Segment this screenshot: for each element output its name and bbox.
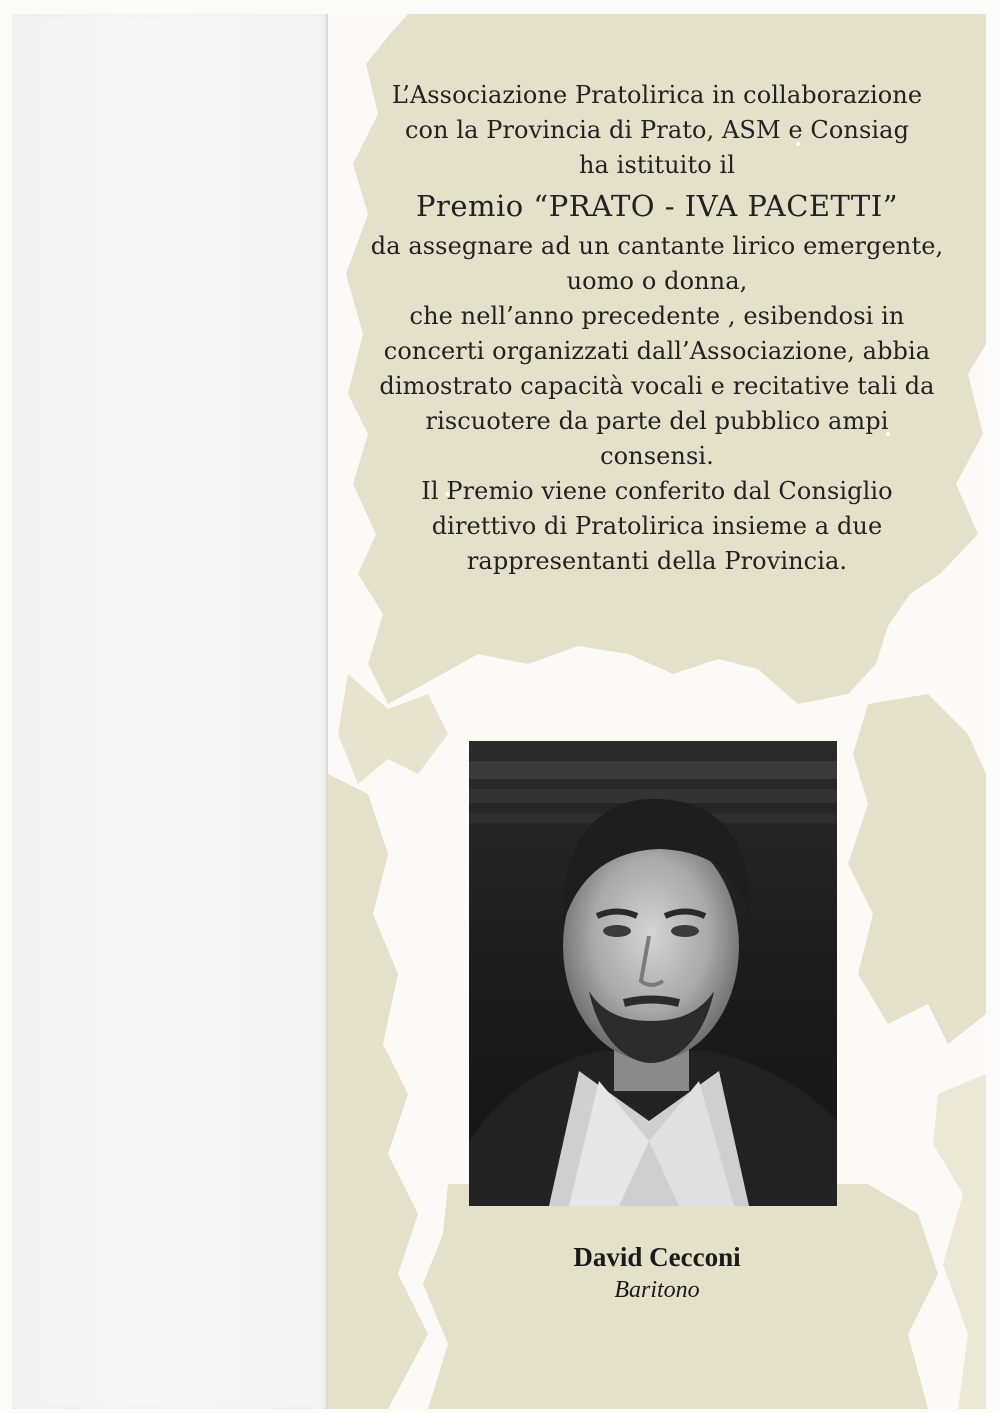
blank-fold-panel [12, 14, 328, 1409]
content-panel [328, 14, 986, 1409]
description-line-7: consensi. [600, 442, 714, 470]
description-line-5: dimostrato capacità vocali e recitative tali da [379, 372, 935, 400]
intro-line-3: ha istituito il [578, 151, 736, 179]
singer-name: David Cecconi [573, 1242, 741, 1272]
description-line-8: Il Premio viene conferito dal Consiglio [421, 477, 893, 505]
portrait-caption [328, 1240, 986, 1306]
singer-role: Baritono [614, 1277, 700, 1303]
description-line-6: riscuotere da parte del pubblico ampi [425, 407, 889, 435]
intro-line-2: con la Provincia di Prato, ASM e Consiag [404, 116, 910, 144]
description-line-9: direttivo di Pratolirica insieme a due [431, 512, 883, 540]
announcement-text [328, 78, 986, 579]
portrait-photo [469, 741, 837, 1206]
description-line-10: rappresentanti della Provincia. [466, 547, 848, 575]
description-line-2: uomo o donna, [566, 267, 748, 295]
description-line-3: che nell’anno precedente , esibendosi in [409, 302, 905, 330]
award-title: Premio “PRATO - IVA PACETTI” [415, 189, 899, 223]
description-line-1: da assegnare ad un cantante lirico emergente, [370, 232, 944, 260]
description-line-4: concerti organizzati dall’Associazione, abbia [383, 337, 931, 365]
intro-line-1: L’Associazione Pratolirica in collaborazione [391, 81, 923, 109]
